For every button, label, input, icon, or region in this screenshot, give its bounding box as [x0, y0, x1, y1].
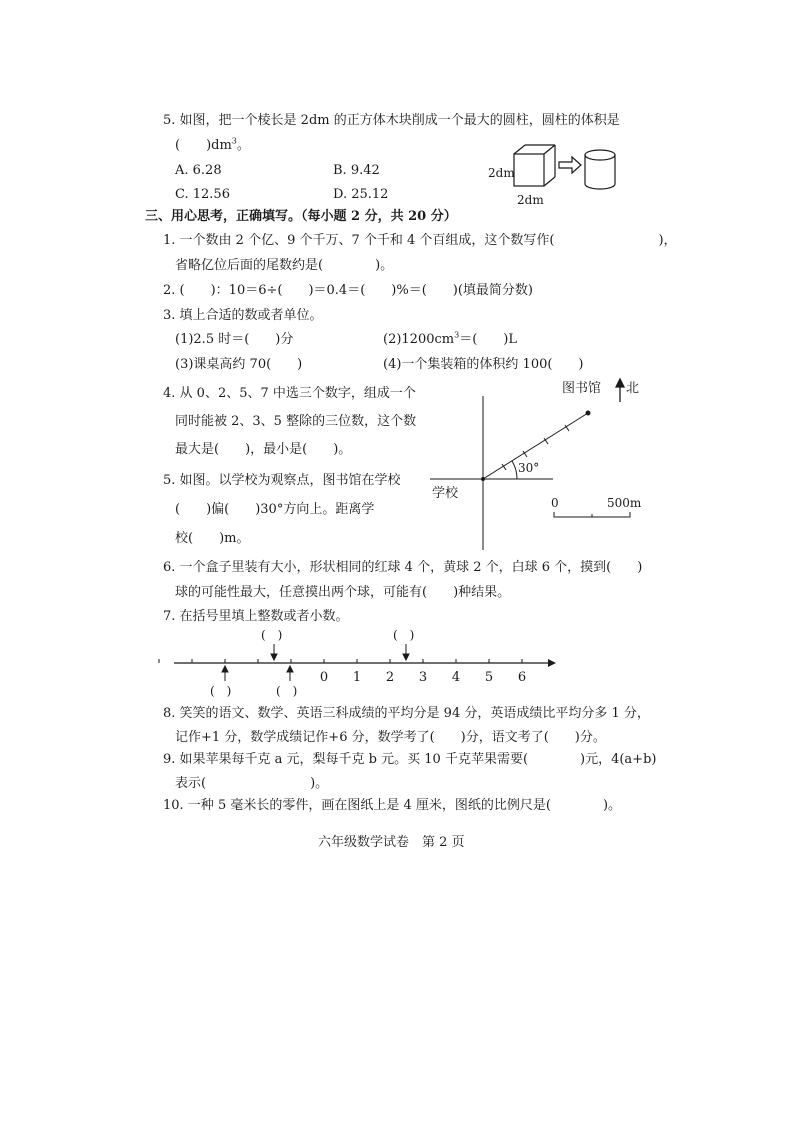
- q7-line1: 7. 在括号里填上整数或者小数。: [163, 609, 349, 624]
- q8-line2: 记作+1 分，数学成绩记作+6 分，数学考了( )分，语文考了( )分。: [175, 730, 606, 745]
- blank-above-1: ( ): [261, 628, 283, 642]
- q4-line2: 同时能被 2、3、5 整除的三位数，这个数: [175, 414, 417, 429]
- school-point: [481, 477, 485, 481]
- q2-line1: 2. ( )：10＝6÷( )＝0.4＝( )%＝( )(填最简分数): [163, 283, 533, 298]
- cylinder-icon: [585, 150, 615, 189]
- north-label: 北: [626, 381, 640, 396]
- blank-below-1: ( ): [210, 684, 232, 698]
- down-arrow-icon: [271, 644, 277, 660]
- angle-label: 30°: [518, 461, 540, 475]
- hollow-arrow-icon: [559, 157, 581, 173]
- q9-line2: 表示( )。: [175, 776, 329, 791]
- q3-d: (4)一个集装箱的体积约 100( ): [383, 357, 584, 372]
- option-a: A. 6.28: [175, 163, 222, 178]
- q5-fill-line3: 校( )m。: [175, 531, 250, 546]
- q4-line3: 最大是( )，最小是( )。: [175, 442, 352, 457]
- option-b: B. 9.42: [333, 163, 380, 178]
- angle-arc: [512, 461, 517, 479]
- blank-above-2: ( ): [393, 628, 415, 642]
- up-arrow-icon: [287, 666, 293, 681]
- tick-label: 4: [451, 670, 461, 685]
- q4-line1: 4. 从 0、2、5、7 中选三个数字，组成一个: [163, 386, 416, 401]
- north-arrow-icon: [616, 379, 624, 402]
- number-line-arrow-icon: [548, 659, 556, 667]
- down-arrow-icon: [403, 644, 409, 660]
- q5-choice-line2: ( )$dm^3$。: [175, 136, 250, 153]
- tick-label: 1: [352, 670, 362, 685]
- cube-bottom-label: 2dm: [517, 193, 544, 207]
- up-arrow-icon: [222, 666, 228, 681]
- q1-line2: 省略亿位后面的尾数约是( )。: [175, 258, 394, 273]
- q8-line1: 8. 笑笑的语文、数学、英语三科成绩的平均分是 94 分，英语成绩比平均分多 1 分，: [163, 706, 650, 721]
- q3-a: (1)2.5 时＝( )分: [175, 332, 294, 347]
- scale-value-label: 500m: [607, 496, 642, 510]
- number-line: [170, 625, 560, 700]
- q3-line1: 3. 填上合适的数或者单位。: [163, 308, 323, 323]
- section-heading: 三、用心思考，正确填写。（每小题 2 分，共 20 分）: [145, 209, 457, 224]
- direction-map: [420, 372, 660, 562]
- q9-line1: 9. 如果苹果每千克 a 元，梨每千克 b 元。买 10 千克苹果需要( )元，4(a+b): [163, 752, 657, 767]
- q6-line2: 球的可能性最大，任意摸出两个球，可能有( )种结果。: [175, 585, 511, 600]
- cube-to-cylinder-figure: [480, 140, 640, 212]
- library-point: [586, 411, 591, 416]
- library-label: 图书馆: [562, 381, 602, 396]
- q10-line1: 10. 一种 5 毫米长的零件，画在图纸上是 4 厘米，图纸的比例尺是( )。: [163, 798, 622, 813]
- option-d: D. 25.12: [333, 187, 389, 202]
- q5-fill-line2: ( )偏( )30°方向上。距离学: [175, 502, 375, 517]
- q3-c: (3)课桌高约 70( ): [175, 357, 303, 372]
- scale-bar: [554, 512, 630, 517]
- cube-icon: [514, 145, 555, 186]
- blank-below-2: ( ): [276, 684, 298, 698]
- cube-side-label: 2dm: [488, 166, 515, 180]
- page-footer: 六年级数学试卷 第 2 页: [318, 835, 465, 850]
- option-c: C. 12.56: [175, 187, 230, 202]
- q5-choice-line1: 5. 如图，把一个棱长是 2dm 的正方体木块削成一个最大的圆柱，圆柱的体积是: [163, 113, 620, 128]
- tick-label: 5: [484, 670, 494, 685]
- q3-b: $(2)1200cm^3=$( )L: [383, 330, 517, 347]
- q5-fill-line1: 5. 如图。以学校为观察点，图书馆在学校: [163, 473, 401, 488]
- tick-label: 3: [418, 670, 428, 685]
- q6-line1: 6. 一个盒子里装有大小，形状相同的红球 4 个，黄球 2 个，白球 6 个，摸到( ): [163, 560, 643, 575]
- tick-label: 0: [319, 670, 329, 685]
- q1-line1: 1. 一个数由 2 个亿、9 个千万、7 个千和 4 个百组成，这个数写作( )，: [163, 233, 677, 248]
- school-label: 学校: [432, 486, 459, 501]
- tick-label: 6: [517, 670, 527, 685]
- tick-label: 2: [385, 670, 395, 685]
- scale-zero-label: 0: [551, 496, 559, 510]
